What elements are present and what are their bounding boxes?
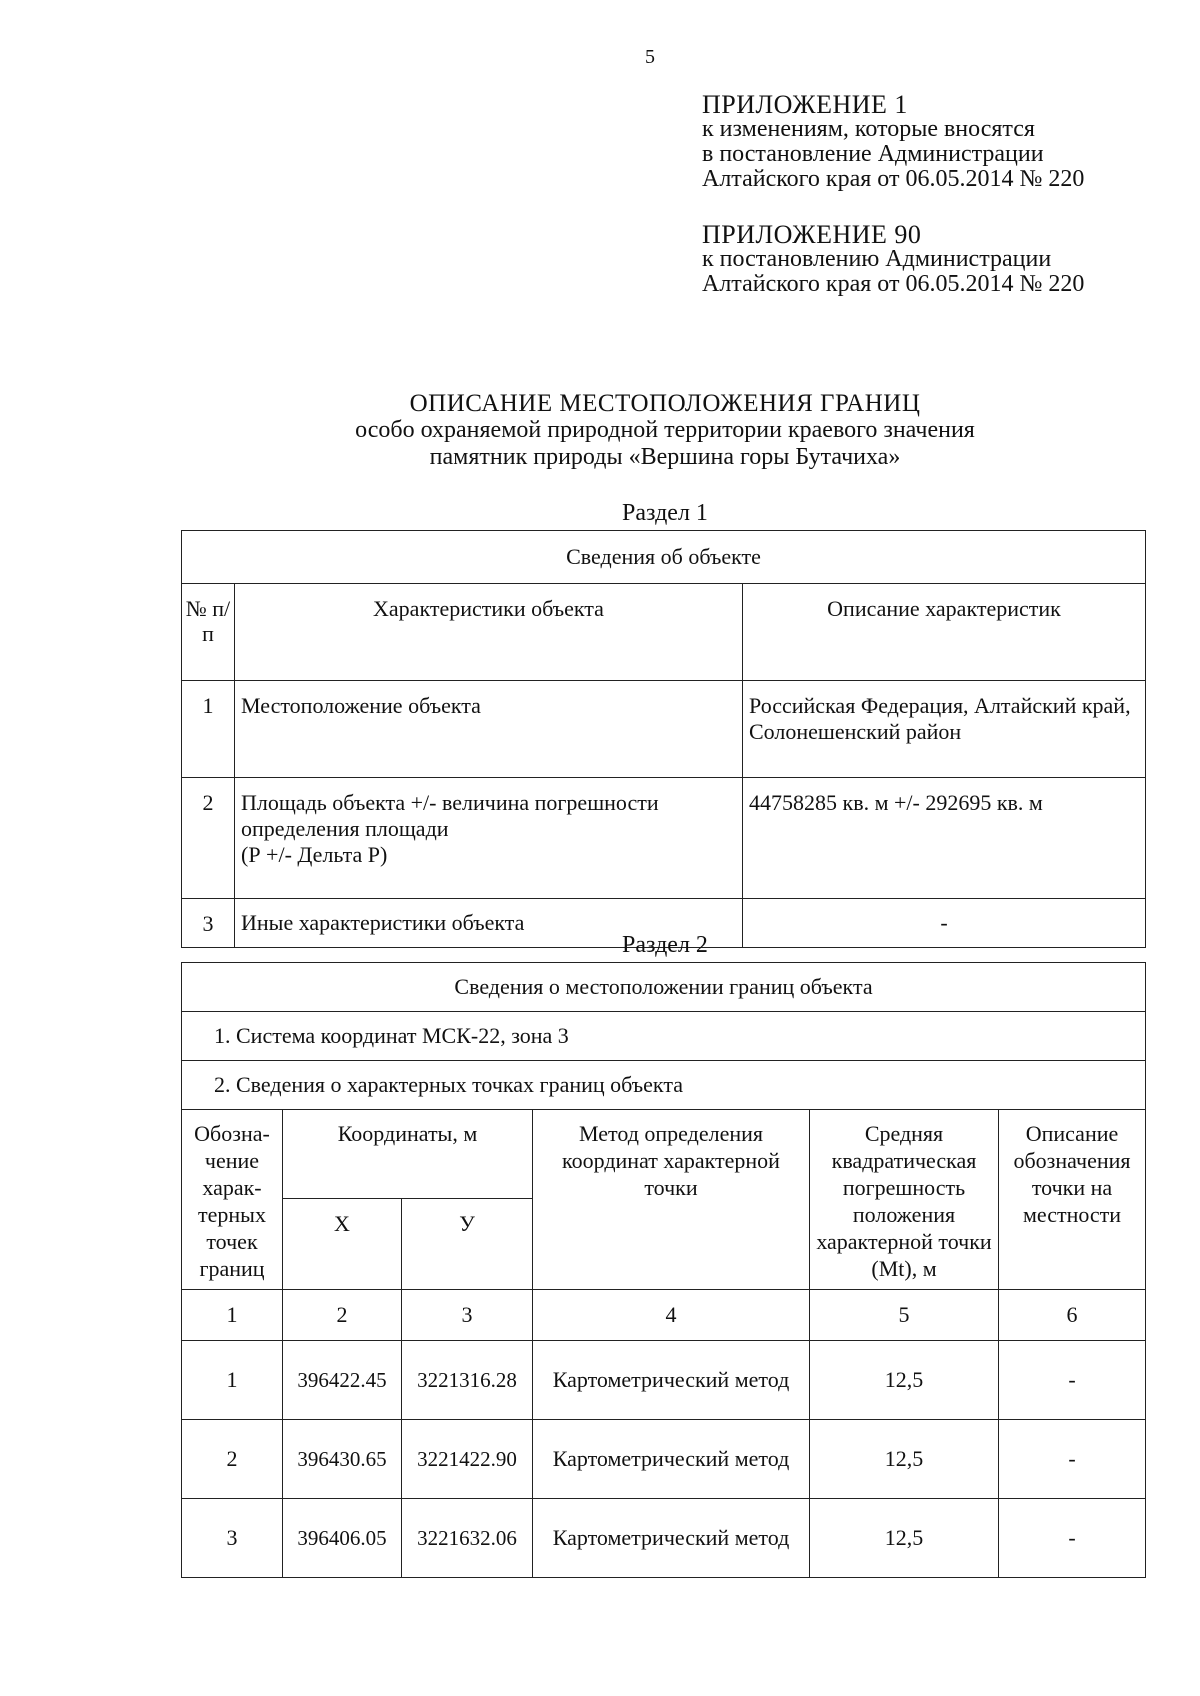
column-header-y: У xyxy=(402,1199,533,1290)
point-mean-error: 12,5 xyxy=(810,1341,999,1420)
column-index-row xyxy=(182,1290,1146,1341)
appendix-90-line: Алтайского края от 06.05.2014 № 220 xyxy=(702,271,1085,297)
point-description: - xyxy=(999,1420,1146,1499)
point-id: 1 xyxy=(182,1341,283,1420)
coordinate-system-row: 1. Система координат МСК-22, зона 3 xyxy=(182,1012,1146,1061)
column-index: 3 xyxy=(402,1290,533,1341)
row-characteristic-line: (Р +/- Дельта Р) xyxy=(241,842,388,867)
point-description: - xyxy=(999,1341,1146,1420)
table-row xyxy=(182,681,1146,778)
table-row xyxy=(182,778,1146,899)
row-characteristic: Иные характеристики объекта xyxy=(235,899,743,948)
column-header-method: Метод определения координат характерной точки xyxy=(533,1110,810,1290)
column-header-x: Х xyxy=(283,1199,402,1290)
row-number: 1 xyxy=(182,681,235,778)
row-description: 44758285 кв. м +/- 292695 кв. м xyxy=(743,778,1146,899)
point-id: 2 xyxy=(182,1420,283,1499)
column-header-mean-error: Средняя квадратическая погрешность положения характерной точки (Mt), м xyxy=(810,1110,999,1290)
point-mean-error: 12,5 xyxy=(810,1499,999,1578)
appendix-90-heading: ПРИЛОЖЕНИЕ 90 xyxy=(702,220,922,249)
object-info-table xyxy=(181,530,1146,948)
row-characteristic-line: Площадь объекта +/- величина погрешности xyxy=(241,790,659,815)
point-method: Картометрический метод xyxy=(533,1341,810,1420)
row-characteristic: Местоположение объекта xyxy=(235,681,743,778)
column-header-point-designation: Обозна- чение харак- терных точек границ xyxy=(182,1110,283,1290)
document-title xyxy=(180,390,1150,471)
boundary-points-table xyxy=(181,962,1146,1578)
row-characteristic xyxy=(235,778,743,899)
point-x: 396422.45 xyxy=(283,1341,402,1420)
appendix-1-line: к изменениям, которые вносятся xyxy=(702,116,1035,142)
table-row xyxy=(182,1499,1146,1578)
row-description: - xyxy=(743,899,1146,948)
title-line-2: особо охраняемой природной территории краевого значения xyxy=(355,417,975,443)
point-x: 396430.65 xyxy=(283,1420,402,1499)
column-index: 1 xyxy=(182,1290,283,1341)
table-header: Сведения об объекте xyxy=(182,531,1146,584)
table-row xyxy=(182,1420,1146,1499)
row-characteristic-line: определения площади xyxy=(241,816,449,841)
table-row xyxy=(182,1341,1146,1420)
column-header-point-description: Описание обозначения точки на местности xyxy=(999,1110,1146,1290)
column-header-characteristic: Характеристики объекта xyxy=(235,584,743,681)
appendix-1-heading: ПРИЛОЖЕНИЕ 1 xyxy=(702,90,908,119)
row-number: 3 xyxy=(182,899,235,948)
point-method: Картометрический метод xyxy=(533,1420,810,1499)
column-header-coordinates: Координаты, м xyxy=(283,1110,533,1199)
point-mean-error: 12,5 xyxy=(810,1420,999,1499)
column-index: 4 xyxy=(533,1290,810,1341)
column-index: 6 xyxy=(999,1290,1146,1341)
row-description: Российская Федерация, Алтайский край, Солонешенский район xyxy=(743,681,1146,778)
column-index: 5 xyxy=(810,1290,999,1341)
title-line-1: ОПИСАНИЕ МЕСТОПОЛОЖЕНИЯ ГРАНИЦ xyxy=(409,390,921,417)
point-x: 396406.05 xyxy=(283,1499,402,1578)
appendix-1-line: в постановление Администрации xyxy=(702,141,1044,167)
column-header-number: № п/п xyxy=(182,584,235,681)
point-method: Картометрический метод xyxy=(533,1499,810,1578)
points-info-row: 2. Сведения о характерных точках границ объекта xyxy=(182,1061,1146,1110)
appendix-1-block xyxy=(702,92,1084,192)
point-description: - xyxy=(999,1499,1146,1578)
point-id: 3 xyxy=(182,1499,283,1578)
column-index: 2 xyxy=(283,1290,402,1341)
appendix-90-line: к постановлению Администрации xyxy=(702,246,1052,272)
appendix-90-block xyxy=(702,222,1084,297)
point-y: 3221316.28 xyxy=(402,1341,533,1420)
section-1-label: Раздел 1 xyxy=(622,500,708,526)
page-number: 5 xyxy=(645,46,655,68)
point-y: 3221422.90 xyxy=(402,1420,533,1499)
column-header-description: Описание характеристик xyxy=(743,584,1146,681)
appendix-1-line: Алтайского края от 06.05.2014 № 220 xyxy=(702,166,1085,192)
point-y: 3221632.06 xyxy=(402,1499,533,1578)
table-header: Сведения о местоположении границ объекта xyxy=(182,963,1146,1012)
section-2-label: Раздел 2 xyxy=(622,932,708,958)
row-number: 2 xyxy=(182,778,235,899)
title-line-3: памятник природы «Вершина горы Бутачиха» xyxy=(429,444,901,470)
